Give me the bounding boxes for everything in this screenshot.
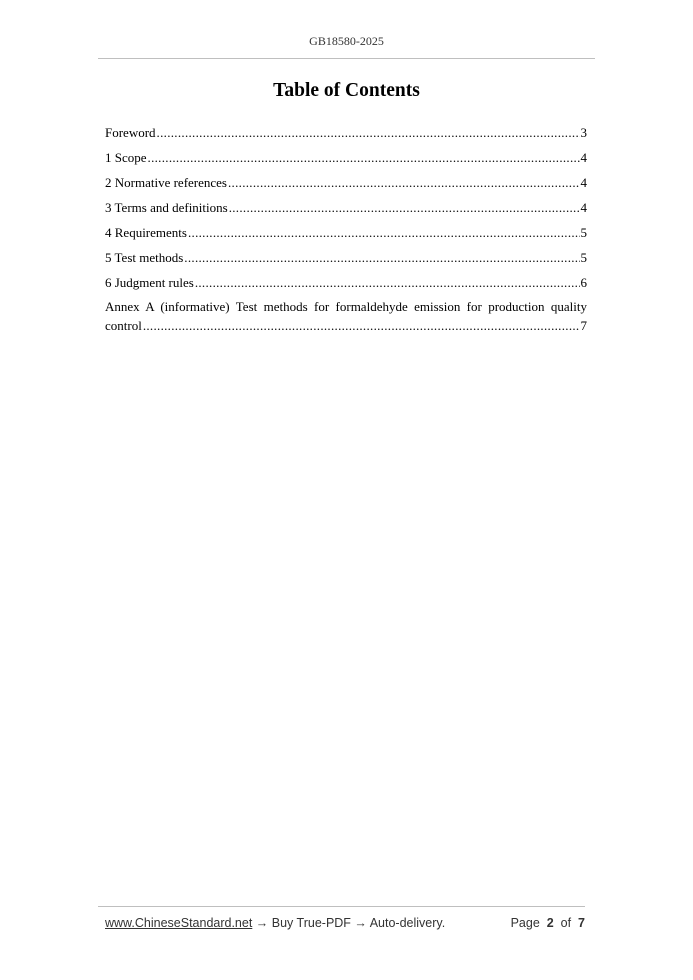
- toc-entry-test-methods[interactable]: [105, 242, 587, 267]
- dot-leader: [184, 249, 579, 267]
- toc-entry-page: 6: [580, 275, 587, 290]
- header-divider: [98, 58, 595, 59]
- dot-leader: [148, 149, 580, 167]
- toc-entry-label: 5 Test methods: [105, 250, 184, 265]
- dot-leader: [229, 199, 580, 217]
- toc-entry-page: 4: [580, 175, 587, 190]
- toc-entry-page: 3: [580, 125, 587, 140]
- toc-entry-label: Foreword: [105, 125, 156, 140]
- toc-entry-label: 6 Judgment rules: [105, 275, 194, 290]
- toc-entry-page: 4: [580, 150, 587, 165]
- page-word: Page: [510, 916, 540, 930]
- dot-leader: [195, 274, 580, 292]
- current-page: 2: [546, 916, 554, 930]
- dot-leader: [188, 224, 580, 242]
- page-number: [511, 916, 585, 930]
- toc-entry-label: 3 Terms and definitions: [105, 200, 228, 215]
- toc-entry-terms-and-definitions[interactable]: [105, 192, 587, 217]
- toc-entry-page: 5: [580, 250, 587, 265]
- toc-entry-label: 2 Normative references: [105, 175, 227, 190]
- dot-leader: [157, 124, 580, 142]
- toc-heading: Table of Contents: [273, 80, 420, 101]
- toc-entry-page: 4: [580, 200, 587, 215]
- toc-entry-page: 5: [580, 225, 587, 240]
- running-header: GB18580-2025: [309, 34, 384, 48]
- toc-entry-foreword[interactable]: [105, 117, 587, 142]
- page-of: of: [560, 916, 572, 930]
- site-link[interactable]: www.ChineseStandard.net: [105, 916, 253, 930]
- promo-text: → Buy True-PDF → Auto-delivery.: [252, 916, 446, 930]
- toc-entry-label: 1 Scope: [105, 150, 147, 165]
- footer-divider: [98, 906, 585, 907]
- toc-entry-judgment-rules[interactable]: [105, 267, 587, 292]
- toc-entry-label-continued: control: [105, 318, 142, 333]
- dot-leader: [143, 316, 580, 335]
- toc-entry-page: 7: [580, 318, 587, 333]
- toc-entry-label: 4 Requirements: [105, 225, 187, 240]
- toc-entry-label: Annex A (informative) Test methods for formaldehyde emission for production quality: [105, 299, 587, 314]
- toc-list: [105, 117, 587, 335]
- toc-entry-annex-a[interactable]: [105, 297, 587, 335]
- total-pages: 7: [578, 916, 585, 930]
- toc-entry-scope[interactable]: [105, 142, 587, 167]
- footer-promo: [105, 916, 445, 930]
- dot-leader: [228, 174, 580, 192]
- page-footer: [105, 916, 585, 930]
- toc-entry-normative-references[interactable]: [105, 167, 587, 192]
- toc-entry-requirements[interactable]: [105, 217, 587, 242]
